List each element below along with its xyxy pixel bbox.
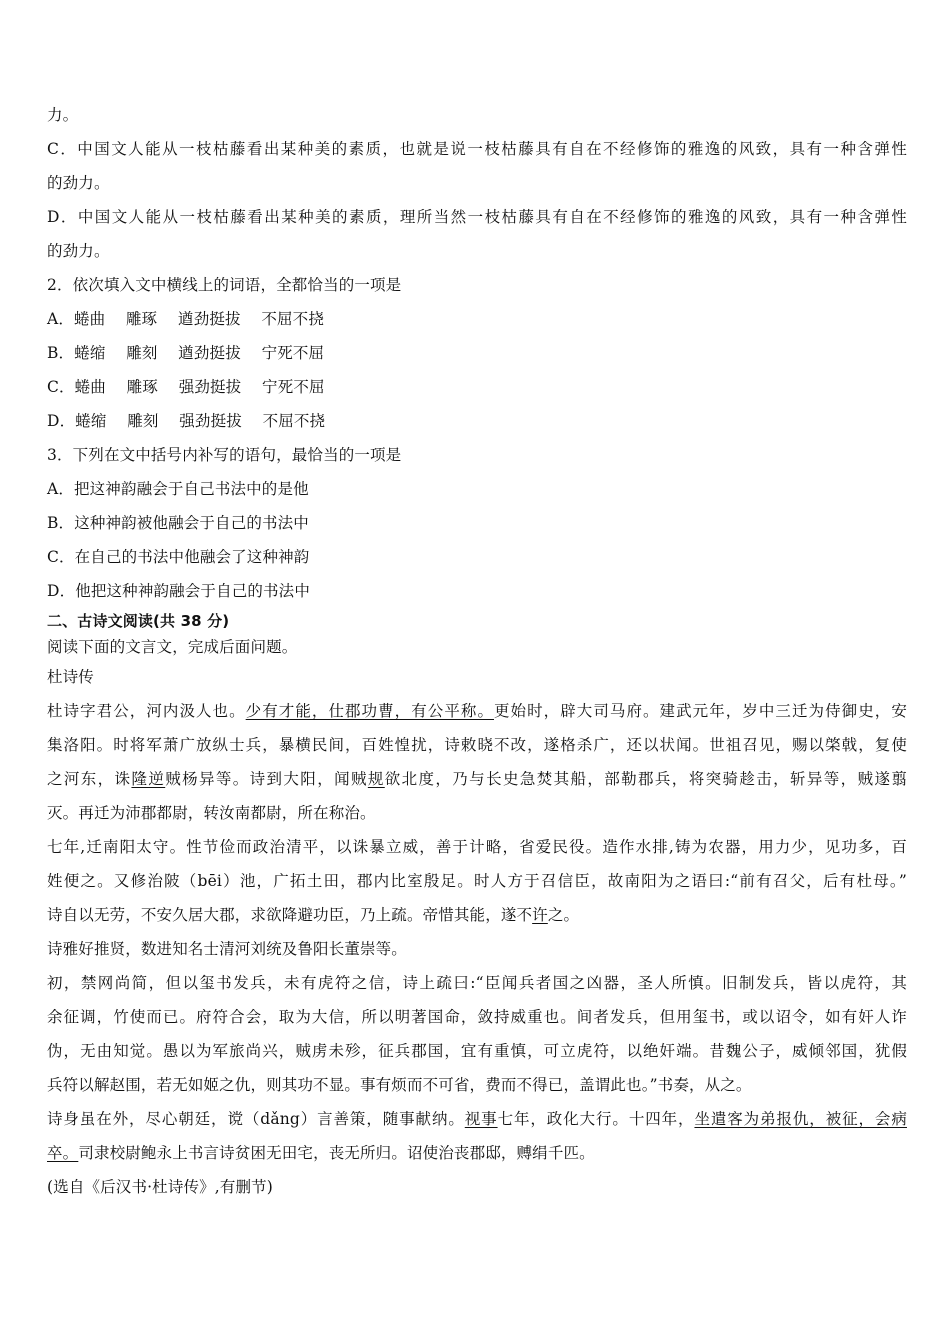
underlined-word: 卒。 xyxy=(47,1144,79,1162)
passage-p4-line1: 初，禁网尚简，但以玺书发兵，未有虎符之信，诗上疏曰:“臣闻兵者国之凶器，圣人所慎。旧制发兵，皆以虎符，其 xyxy=(47,974,907,992)
q3-option-a: A．把这神韵融会于自己书法中的是他 xyxy=(47,480,309,498)
q3-option-c: C．在自己的书法中他融会了这种神韵 xyxy=(47,548,310,566)
passage-title: 杜诗传 xyxy=(47,668,94,686)
passage-p1-line4: 灭。再迁为沛郡都尉，转汝南都尉，所在称治。 xyxy=(47,804,376,822)
passage-p4-line4: 兵符以解赵围，若无如姬之仇，则其功不显。事有烦而不可省，费而不得已，盖谓此也。”书奏，从之。 xyxy=(47,1076,752,1094)
q1-option-d-line1: D．中国文人能从一枝枯藤看出某种美的素质，理所当然一枝枯藤具有自在不经修饰的雅逸的风致，具有一种含弹性 xyxy=(47,208,907,226)
q2-option-a: A．蜷曲 雕琢 遒劲挺拔 不屈不挠 xyxy=(47,310,324,328)
q3-option-d: D．他把这种神韵融会于自己的书法中 xyxy=(47,582,310,600)
passage-p5-line2: 卒。司隶校尉鲍永上书言诗贫困无田宅，丧无所归。诏使治丧郡邸，赙绢千匹。 xyxy=(47,1144,595,1162)
q2-option-b: B．蜷缩 雕刻 遒劲挺拔 宁死不屈 xyxy=(47,344,325,362)
underlined-phrase: 少有才能，仕郡功曹，有公平称。 xyxy=(245,702,494,720)
passage-p2-line3: 诗自以无劳，不安久居大郡，求欲降避功臣，乃上疏。帝惜其能，遂不许之。 xyxy=(47,906,580,924)
section-heading: 二、古诗文阅读(共 38 分) xyxy=(47,612,230,630)
q1-option-c-line2: 的劲力。 xyxy=(47,174,110,192)
passage-p2-line2: 姓便之。又修治陂（bēi）池，广拓土田，郡内比室殷足。时人方于召信臣，故南阳为之语曰:“前有召父，后有杜母。” xyxy=(47,872,907,890)
q1-option-c-line1: C．中国文人能从一枝枯藤看出某种美的素质，也就是说一枝枯藤具有自在不经修饰的雅逸的风致，具有一种含弹性 xyxy=(47,140,907,158)
passage-p2-line1: 七年,迁南阳太守。性节俭而政治清平，以诛暴立威，善于计略，省爱民役。造作水排,铸为农器，用力少，见功多，百 xyxy=(47,838,907,856)
underlined-word: 规 xyxy=(367,770,385,788)
q1-continuation: 力。 xyxy=(47,106,79,124)
document-page xyxy=(47,98,907,1204)
passage-p4-line3: 伪，无由知觉。愚以为军旅尚兴，贼虏未殄，征兵郡国，宜有重慎，可立虎符，以绝奸端。昔魏公子，威倾邻国，犹假 xyxy=(47,1042,907,1060)
underlined-word: 隆逆 xyxy=(131,770,166,788)
passage-source: (选自《后汉书·杜诗传》,有删节) xyxy=(47,1178,273,1196)
q2-option-c: C．蜷曲 雕琢 强劲挺拔 宁死不屈 xyxy=(47,378,325,396)
q3-stem: 3．下列在文中括号内补写的语句，最恰当的一项是 xyxy=(47,446,402,464)
passage-p3: 诗雅好推贤，数进知名士清河刘统及鲁阳长董崇等。 xyxy=(47,940,407,958)
q1-option-d-line2: 的劲力。 xyxy=(47,242,110,260)
passage-p1-line3: 之河东，诛隆逆贼杨异等。诗到大阳，闻贼规欲北度，乃与长史急焚其船，部勒郡兵，将突骑趁击，斩异等，贼遂翦 xyxy=(47,770,907,788)
q3-option-b: B．这种神韵被他融会于自己的书法中 xyxy=(47,514,309,532)
passage-p5-line1: 诗身虽在外，尽心朝廷，谠（dǎng）言善策，随事献纳。视事七年，政化大行。十四年，坐遣客为弟报仇，被征，会病 xyxy=(47,1110,907,1128)
passage-p1-line2: 集洛阳。时将军萧广放纵士兵，暴横民间，百姓惶扰，诗敕晓不改，遂格杀广，还以状闻。世祖召见，赐以棨戟，复使 xyxy=(47,736,907,754)
underlined-word: 视事 xyxy=(464,1110,498,1128)
section-instruction: 阅读下面的文言文，完成后面问题。 xyxy=(47,638,298,656)
q2-stem: 2．依次填入文中横线上的词语，全都恰当的一项是 xyxy=(47,276,402,294)
underlined-phrase: 坐遣客为弟报仇，被征，会病 xyxy=(694,1110,907,1128)
underlined-word: 许 xyxy=(532,906,548,924)
passage-p1-line1: 杜诗字君公，河内汲人也。少有才能，仕郡功曹，有公平称。更始时，辟大司马府。建武元年，岁中三迁为侍御史，安 xyxy=(47,702,907,720)
q2-option-d: D．蜷缩 雕刻 强劲挺拔 不屈不挠 xyxy=(47,412,326,430)
passage-p4-line2: 余征调，竹使而已。府符合会，取为大信，所以明著国命，敛持威重也。间者发兵，但用玺书，或以诏令，如有奸人诈 xyxy=(47,1008,907,1026)
